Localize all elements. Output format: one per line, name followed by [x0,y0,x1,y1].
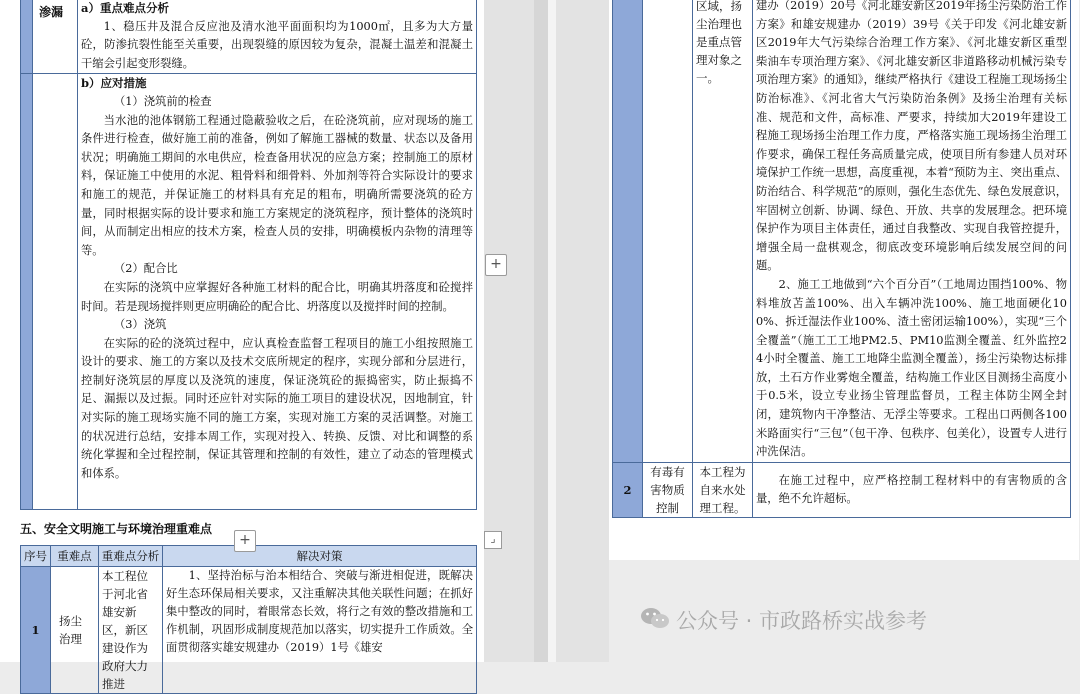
analysis-text: 1、稳压井及混合反应池及清水池平面面积均为1000㎡，且多为大方量砼，防渗抗裂性能至关重要，出现裂缝的原因较为复杂，混凝土温差和混凝土干缩会引起变形裂缝。 [81,19,473,70]
row-solution-part2: 2、施工工地做到“六个百分百”（工地周边围挡100%、物料堆放苫盖100%、出入车辆冲洗100%、施工地面硬化100%、拆迁湿法作业100%、渣土密闭运输100%），实现“三个全覆盖”（施工工工地PM2.5、PM10监测全覆盖、红外监控24小时全覆盖、施工工地降尘监测全覆盖），扬尘污染物达标排放，土石方作业雾炮全覆盖，结构施工作业区目测扬尘高度小于0.5米，设立专业扬尘管理监督员，工程主体防尘网全封闭，建筑物内干净整洁、无浮尘等要求。工程出口两侧各100米路面实行“三包”（包干净、包秩序、包美化），设置专人进行冲洗保洁。 [756,277,1067,459]
left-page [0,0,484,691]
row-analysis: 本工程为自来水处理工程。 [699,464,746,515]
row-key: 有毒有害物质控制 [650,464,685,515]
right-page [609,0,1079,560]
row-solution: 在施工过程中，应严格控制工程材料中的有害物质的含量，绝不允许超标。 [756,473,1067,505]
row-marker [21,74,33,510]
pour-text: 在实际的砼的浇筑过程中，应认真检查监督工程项目的施工小组按照施工设计的要求、施工的方案以及技术交底所规定的程序，实现分部和分层进行，控制好浇筑层的厚度以及浇筑的速度，保证浇筑砼的振捣密实，防止振捣不足、漏振以及过振。同时还应针对实际的施工项目的建设状况，因地制宜，针对实际的施工现场实施不同的施工方案，实现对施工方案的灵活调整。对施工的状况进行总结，安排本周工作，实现对投入、转换、反馈、对比和调整的系统化掌握和全过程控制，保证其管理和控制的有效性，建立了动态的管理模式和体系。 [81,336,473,480]
subheading-mix: （2）配合比 [114,262,178,276]
row-analysis-cell [693,462,753,517]
add-row-button[interactable]: + [234,530,256,552]
empty-cell [33,74,78,510]
row-key: 扬尘治理 [59,614,82,646]
mix-text: 在实际的浇筑中应掌握好各种施工材料的配合比，明确其坍落度和砼搅拌时间。若是现场搅拌则更应明确砼的配合比、坍落度以及搅拌时间的控制。 [81,280,473,313]
watermark [640,606,927,638]
safety-table [20,545,477,694]
row-number-cell [613,462,643,517]
row-solution-cell [753,0,1071,462]
watermark-text: 公众号 · 市政路桥实战参考 [676,609,928,633]
row-analysis-cell [99,567,163,694]
row-analysis-cell [693,0,753,462]
table-row [21,567,477,694]
heading-analysis: a）重点难点分析 [81,1,169,15]
header-analysis: 重难点分析 [99,546,163,567]
heading-measures: b）应对措施 [81,76,147,91]
safety-table-continued [612,0,1071,518]
scroll-track [548,0,556,662]
row-label [33,0,78,74]
row-number: 1 [31,623,40,637]
row-number: 2 [623,482,632,497]
table-row [613,0,1071,462]
row-label-text: 渗漏 [39,5,64,19]
header-key: 重难点 [51,546,99,567]
row-solution-cell [163,567,477,694]
section-title: 五、安全文明施工与环境治理重难点 [20,522,213,536]
row-solution: 1、坚持治标与治本相结合、突破与渐进相促进，既解决好生态环保局相关要求，又注重解决其他关联性问题；在抓好集中整改的同时，着眼常态长效，将行之有效的整改措施和工作机制，巩固形成制度规范加以落实，切实提升工作质效。全面贯彻落实雄安规建办（2019）1号《雄安 [166,569,473,654]
row-solution-cell [753,462,1071,517]
header-solution: 解决对策 [163,546,477,567]
wechat-icon [640,606,670,638]
analysis-cell [78,0,477,74]
row-number-cell [613,0,643,462]
table-resize-handle[interactable]: ⌟ [484,531,502,549]
inspection-text: 当水池的池体钢筋工程通过隐蔽验收之后，在砼浇筑前，应对现场的施工条件进行检查，做好施工前的准备，例如了解施工器械的数量、状态以及备用状况；明确施工期间的水电供应，检查备用状况的应急方案；控制施工的原材料，保证施工中使用的水泥、粗骨料和细骨料、外加剂等符合实际设计的要求和施工的规范，并保证施工的材料具有充足的粗布，明确所需要浇筑的砼方量，同时根据实际的设计要求和施工方案规定的浇筑程序，预计整体的浇筑时间，从而制定出相应的技术方案，检查人员的安排，明确模板内杂物的清理等等。 [81,113,473,257]
leak-control-table [20,0,477,510]
table-row [613,462,1071,517]
add-column-button[interactable]: + [485,254,507,276]
page-scrollbar[interactable] [534,0,548,662]
measures-cell [78,74,477,510]
row-key-cell [51,567,99,694]
row-solution-part1: 建办（2019）20号《河北雄安新区2019年扬尘污染防治工作方案》和雄安规建办（2019）39号《关于印发《河北雄安新区2019年大气污染综合治理工作方案》、《河北雄安新区重型柴油车专项治理方案》、《河北雄安新区非道路移动机械污染专项治理方案》的通知》，继续严格执行《建设工程施工现场扬尘防治标准》、《河北省大气污染防治条例》及扬尘治理有关标准、规范和文件，高标准、严要求，持续加大2019年建设工程施工现场扬尘治理工作力度，严格落实施工现场扬尘治理工作要求，确保工程任务高质量完成，使项目所有参建人员对环境保护工作统一思想，高度重视，本着“预防为主、突出重点、防治结合、科学规范”的原则，强化生态优先、绿色发展意识，牢固树立创新、协调、绿色、开放、共享的发展理念。把环境保护作为项目主体责任，通过自我整改、实现自我管控提升，增强全局一盘棋观念，彻底改变环境影响后续发展空间的问题。 [756,0,1067,273]
row-marker [21,0,33,74]
subheading-inspection: （1）浇筑前的检查 [114,94,212,108]
row-number-cell [21,567,51,694]
header-no: 序号 [21,546,51,567]
row-analysis: 本工程位于河北省雄安新区，新区建设作为政府大力推进 [102,569,148,691]
subheading-pour: （3）浇筑 [114,318,167,332]
row-key-cell [643,0,693,462]
row-analysis: 区域，扬尘治理也是重点管理对象之一。 [696,0,742,85]
row-key-cell [643,462,693,517]
